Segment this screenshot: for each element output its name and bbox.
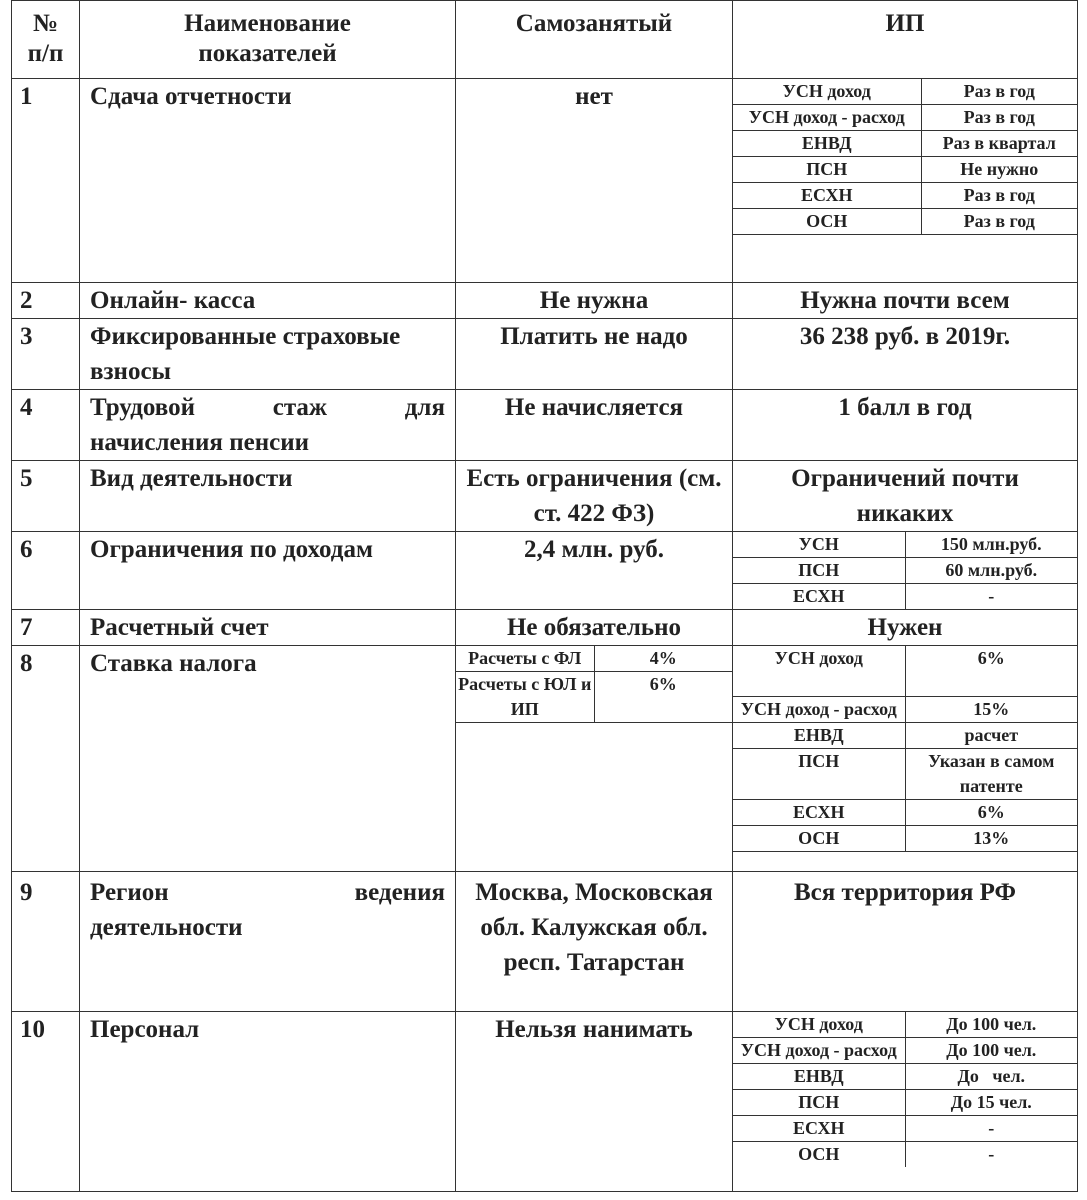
row-ip-value [733, 532, 1078, 610]
rate-label: Расчеты с ФЛ [456, 646, 594, 672]
regime-value: 150 млн.руб. [905, 532, 1077, 558]
row-ip-value: Ограничений почти никаких [733, 461, 1078, 532]
row-name: Ставка налога [80, 646, 456, 872]
table-row [12, 390, 1078, 461]
row-ip-value: 36 238 руб. в 2019г. [733, 319, 1078, 390]
subtable-row [733, 696, 1077, 722]
row-self-value: Нельзя нанимать [456, 1012, 733, 1192]
subtable-row [733, 584, 1077, 610]
subtable-row [733, 1012, 1077, 1038]
table-row [12, 610, 1078, 646]
row-ip-value [733, 79, 1078, 283]
regime-value: 60 млн.руб. [905, 558, 1077, 584]
row-number: 6 [12, 532, 80, 610]
table-row [12, 532, 1078, 610]
row-self-value: нет [456, 79, 733, 283]
regime-label: УСН доход [733, 646, 905, 696]
regime-label: ЕСХН [733, 183, 921, 209]
table-row [12, 461, 1078, 532]
subtable-row [733, 209, 1077, 235]
row-ip-value: 1 балл в год [733, 390, 1078, 461]
table-row [12, 646, 1078, 872]
regime-value: До 100 чел. [905, 1012, 1077, 1038]
regime-value: Раз в год [921, 105, 1077, 131]
table-row [12, 1012, 1078, 1192]
table-row [12, 283, 1078, 319]
regime-value: Раз в год [921, 79, 1077, 105]
regime-label: УСН доход - расход [733, 105, 921, 131]
header-num: № п/п [12, 1, 80, 79]
subtable-row [733, 1142, 1077, 1168]
subtable-row [733, 558, 1077, 584]
subtable-row [733, 79, 1077, 105]
ip-subtable [733, 1012, 1077, 1167]
regime-label: ЕНВД [733, 722, 905, 748]
row-ip-value: Нужен [733, 610, 1078, 646]
regime-label: ПСН [733, 157, 921, 183]
regime-label: УСН доход [733, 1012, 905, 1038]
regime-label: УСН доход - расход [733, 696, 905, 722]
regime-label: ЕНВД [733, 131, 921, 157]
subtable-row [733, 532, 1077, 558]
regime-value: Не нужно [921, 157, 1077, 183]
regime-label: ОСН [733, 209, 921, 235]
regime-value: Раз в год [921, 209, 1077, 235]
regime-label: ОСН [733, 825, 905, 851]
regime-label: УСН доход - расход [733, 1038, 905, 1064]
subtable-row [733, 799, 1077, 825]
regime-value: расчет [905, 722, 1077, 748]
regime-label: ПСН [733, 1090, 905, 1116]
regime-value: 15% [905, 696, 1077, 722]
row-name: Трудовой стаж для начисления пенсии [80, 390, 456, 461]
row-number: 8 [12, 646, 80, 872]
comparison-table [11, 0, 1078, 1192]
subtable-row [733, 825, 1077, 851]
row-name: Фиксированные страховые взносы [80, 319, 456, 390]
ip-subtable [733, 79, 1077, 235]
subtable-row [733, 1038, 1077, 1064]
header-name: Наименование показателей [80, 1, 456, 79]
row-self-value: Есть ограничения (см. ст. 422 ФЗ) [456, 461, 733, 532]
regime-value: - [905, 584, 1077, 610]
regime-label: УСН [733, 532, 905, 558]
subtable-row [456, 646, 732, 672]
subtable-row [733, 105, 1077, 131]
row-name: Сдача отчетности [80, 79, 456, 283]
subtable-row [456, 672, 732, 723]
row-number: 1 [12, 79, 80, 283]
regime-value: 13% [905, 825, 1077, 851]
row-number: 3 [12, 319, 80, 390]
regime-label: ЕСХН [733, 1116, 905, 1142]
regime-value: Раз в квартал [921, 131, 1077, 157]
subtable-row [733, 646, 1077, 696]
row-number: 7 [12, 610, 80, 646]
header-self-employed: Самозанятый [456, 1, 733, 79]
row-ip-value [733, 1012, 1078, 1192]
subtable-row [733, 1090, 1077, 1116]
regime-value: Раз в год [921, 183, 1077, 209]
table-row [12, 79, 1078, 283]
subtable-row [733, 131, 1077, 157]
regime-value: 6% [905, 646, 1077, 696]
row-number: 10 [12, 1012, 80, 1192]
subtable-row [733, 748, 1077, 799]
regime-label: ЕСХН [733, 584, 905, 610]
table-row [12, 872, 1078, 1012]
row-name: Регион ведения деятельности [80, 872, 456, 1012]
subtable-row [733, 722, 1077, 748]
table-header-row [12, 1, 1078, 79]
row-self-value: Не начисляется [456, 390, 733, 461]
regime-value: До 15 чел. [905, 1090, 1077, 1116]
regime-value: - [905, 1116, 1077, 1142]
rate-value: 6% [594, 672, 732, 723]
subtable-row [733, 1064, 1077, 1090]
regime-label: УСН доход [733, 79, 921, 105]
regime-label: ПСН [733, 558, 905, 584]
row-self-value: 2,4 млн. руб. [456, 532, 733, 610]
regime-value: 6% [905, 799, 1077, 825]
row-ip-value: Нужна почти всем [733, 283, 1078, 319]
table-row [12, 319, 1078, 390]
subtable-row [733, 183, 1077, 209]
row-self-value [456, 646, 733, 872]
regime-label: ЕСХН [733, 799, 905, 825]
document-page [11, 0, 1077, 1196]
row-name: Ограничения по доходам [80, 532, 456, 610]
regime-value: - [905, 1142, 1077, 1168]
row-number: 5 [12, 461, 80, 532]
row-self-value: Не нужна [456, 283, 733, 319]
row-name: Вид деятельности [80, 461, 456, 532]
subtable-row [733, 1116, 1077, 1142]
row-number: 4 [12, 390, 80, 461]
row-name: Онлайн- касса [80, 283, 456, 319]
header-ip: ИП [733, 1, 1078, 79]
rate-label: Расчеты с ЮЛ и ИП [456, 672, 594, 723]
regime-label: ЕНВД [733, 1064, 905, 1090]
row-name: Персонал [80, 1012, 456, 1192]
row-name: Расчетный счет [80, 610, 456, 646]
subtable-row [733, 157, 1077, 183]
regime-value: Указан в самом патенте [905, 748, 1077, 799]
row-self-value: Платить не надо [456, 319, 733, 390]
ip-subtable [733, 532, 1077, 609]
ip-subtable [733, 646, 1077, 852]
rate-value: 4% [594, 646, 732, 672]
row-ip-value: Вся территория РФ [733, 872, 1078, 1012]
regime-value: До 100 чел. [905, 1038, 1077, 1064]
regime-label: ОСН [733, 1142, 905, 1168]
row-ip-value [733, 646, 1078, 872]
row-self-value: Не обязательно [456, 610, 733, 646]
row-self-value: Москва, Московская обл. Калужская обл. респ. Татарстан [456, 872, 733, 1012]
row-number: 2 [12, 283, 80, 319]
self-subtable [456, 646, 732, 723]
regime-label: ПСН [733, 748, 905, 799]
row-number: 9 [12, 872, 80, 1012]
regime-value: До чел. [905, 1064, 1077, 1090]
